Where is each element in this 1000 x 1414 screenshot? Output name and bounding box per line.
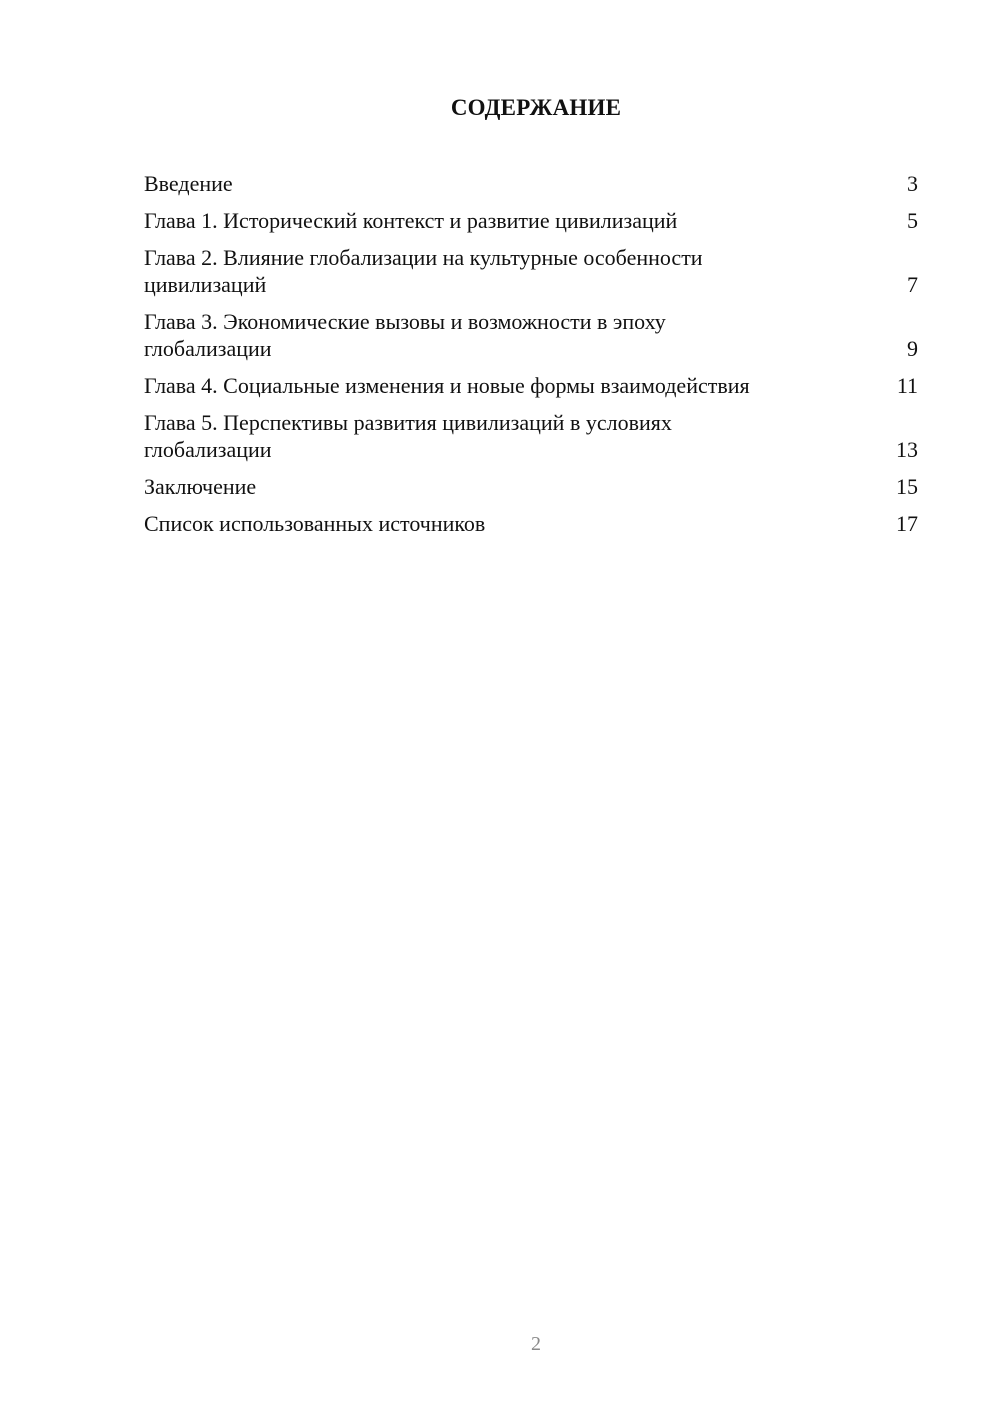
toc-item-label: Глава 4. Социальные изменения и новые формы взаимодействия	[144, 373, 750, 398]
toc-item-chapter-5[interactable]	[144, 409, 918, 463]
toc-item-page: 13	[896, 437, 918, 462]
toc-item-references[interactable]	[144, 510, 918, 537]
toc-item-label: Введение	[144, 171, 233, 196]
toc-item-label: Глава 5. Перспективы развития цивилизаций в условиях глобализации	[144, 410, 672, 462]
toc-item-page: 9	[907, 336, 918, 361]
toc-item-label: Заключение	[144, 474, 257, 499]
toc-item-page: 7	[907, 272, 918, 297]
toc-item-page: 5	[907, 208, 918, 233]
toc-item-chapter-2[interactable]	[144, 244, 918, 298]
toc-item-conclusion[interactable]	[144, 473, 918, 500]
toc-item-introduction[interactable]	[144, 170, 918, 197]
toc-item-page: 11	[896, 373, 918, 398]
toc-item-page: 17	[896, 511, 918, 536]
toc-item-label: Глава 3. Экономические вызовы и возможности в эпоху глобализации	[144, 309, 666, 361]
toc-item-label: Глава 2. Влияние глобализации на культурные особенности цивилизаций	[144, 245, 703, 297]
toc-item-page: 15	[896, 474, 918, 499]
toc-item-label: Список использованных источников	[144, 511, 486, 536]
toc-item-chapter-3[interactable]	[144, 308, 918, 362]
toc-item-chapter-1[interactable]	[144, 207, 918, 234]
page-title: СОДЕРЖАНИЕ	[450, 95, 622, 120]
table-of-contents	[144, 170, 918, 547]
toc-item-chapter-4[interactable]	[144, 372, 918, 399]
toc-item-page: 3	[907, 171, 918, 196]
toc-item-label: Глава 1. Исторический контекст и развитие цивилизаций	[144, 208, 678, 233]
page-number: 2	[531, 1333, 541, 1355]
